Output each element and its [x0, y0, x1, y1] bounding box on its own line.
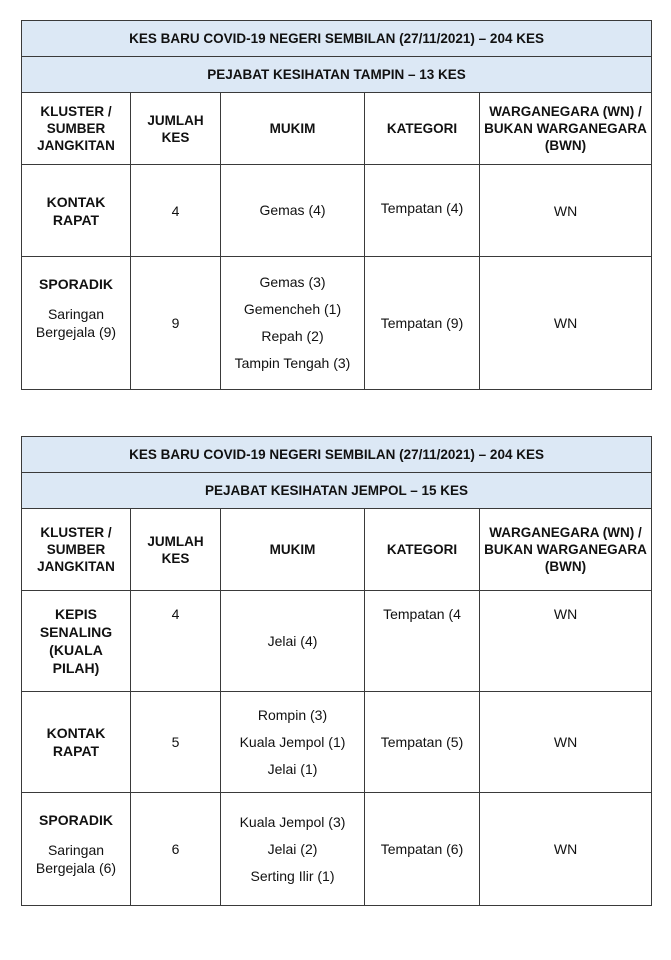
office-title: PEJABAT KESIHATAN TAMPIN – 13 KES	[22, 57, 652, 93]
header-jumlah: JUMLAH KES	[131, 93, 221, 165]
mukim-cell: Rompin (3) Kuala Jempol (1) Jelai (1)	[221, 692, 365, 793]
table-title: KES BARU COVID-19 NEGERI SEMBILAN (27/11/2021) – 204 KES	[22, 437, 652, 473]
kategori-cell: Tempatan (4)	[365, 165, 480, 257]
office-title: PEJABAT KESIHATAN JEMPOL – 15 KES	[22, 473, 652, 509]
header-kategori: KATEGORI	[365, 509, 480, 591]
cluster-cell: SPORADIK Saringan Bergejala (9)	[22, 257, 131, 390]
cluster-cell: SPORADIK Saringan Bergejala (6)	[22, 793, 131, 906]
cluster-cell: KONTAK RAPAT	[22, 692, 131, 793]
wn-cell: WN	[480, 165, 652, 257]
cluster-cell: KEPIS SENALING (KUALA PILAH)	[22, 591, 131, 692]
header-warganegara: WARGANEGARA (WN) / BUKAN WARGANEGARA (BWN)	[480, 93, 652, 165]
cluster-cell: KONTAK RAPAT	[22, 165, 131, 257]
kategori-cell: Tempatan (4	[365, 591, 480, 692]
table-row	[22, 692, 652, 793]
table-row	[22, 793, 652, 906]
header-mukim: MUKIM	[221, 509, 365, 591]
header-warganegara: WARGANEGARA (WN) / BUKAN WARGANEGARA (BWN)	[480, 509, 652, 591]
wn-cell: WN	[480, 257, 652, 390]
mukim-cell: Gemas (4)	[221, 165, 365, 257]
jumlah-cell: 4	[131, 165, 221, 257]
table-title: KES BARU COVID-19 NEGERI SEMBILAN (27/11/2021) – 204 KES	[22, 21, 652, 57]
header-cluster: KLUSTER / SUMBER JANGKITAN	[22, 509, 131, 591]
case-table-jempol	[21, 436, 652, 906]
kategori-cell: Tempatan (9)	[365, 257, 480, 390]
jumlah-cell: 5	[131, 692, 221, 793]
table-row	[22, 257, 652, 390]
table-row	[22, 591, 652, 692]
wn-cell: WN	[480, 591, 652, 692]
header-jumlah: JUMLAH KES	[131, 509, 221, 591]
kategori-cell: Tempatan (5)	[365, 692, 480, 793]
kategori-cell: Tempatan (6)	[365, 793, 480, 906]
header-cluster: KLUSTER / SUMBER JANGKITAN	[22, 93, 131, 165]
header-kategori: KATEGORI	[365, 93, 480, 165]
mukim-cell: Kuala Jempol (3) Jelai (2) Serting Ilir (1)	[221, 793, 365, 906]
wn-cell: WN	[480, 692, 652, 793]
jumlah-cell: 6	[131, 793, 221, 906]
table-row	[22, 165, 652, 257]
jumlah-cell: 9	[131, 257, 221, 390]
jumlah-cell: 4	[131, 591, 221, 692]
mukim-cell: Gemas (3) Gemencheh (1) Repah (2) Tampin Tengah (3)	[221, 257, 365, 390]
wn-cell: WN	[480, 793, 652, 906]
header-mukim: MUKIM	[221, 93, 365, 165]
mukim-cell: Jelai (4)	[221, 591, 365, 692]
case-table-tampin	[21, 20, 652, 390]
